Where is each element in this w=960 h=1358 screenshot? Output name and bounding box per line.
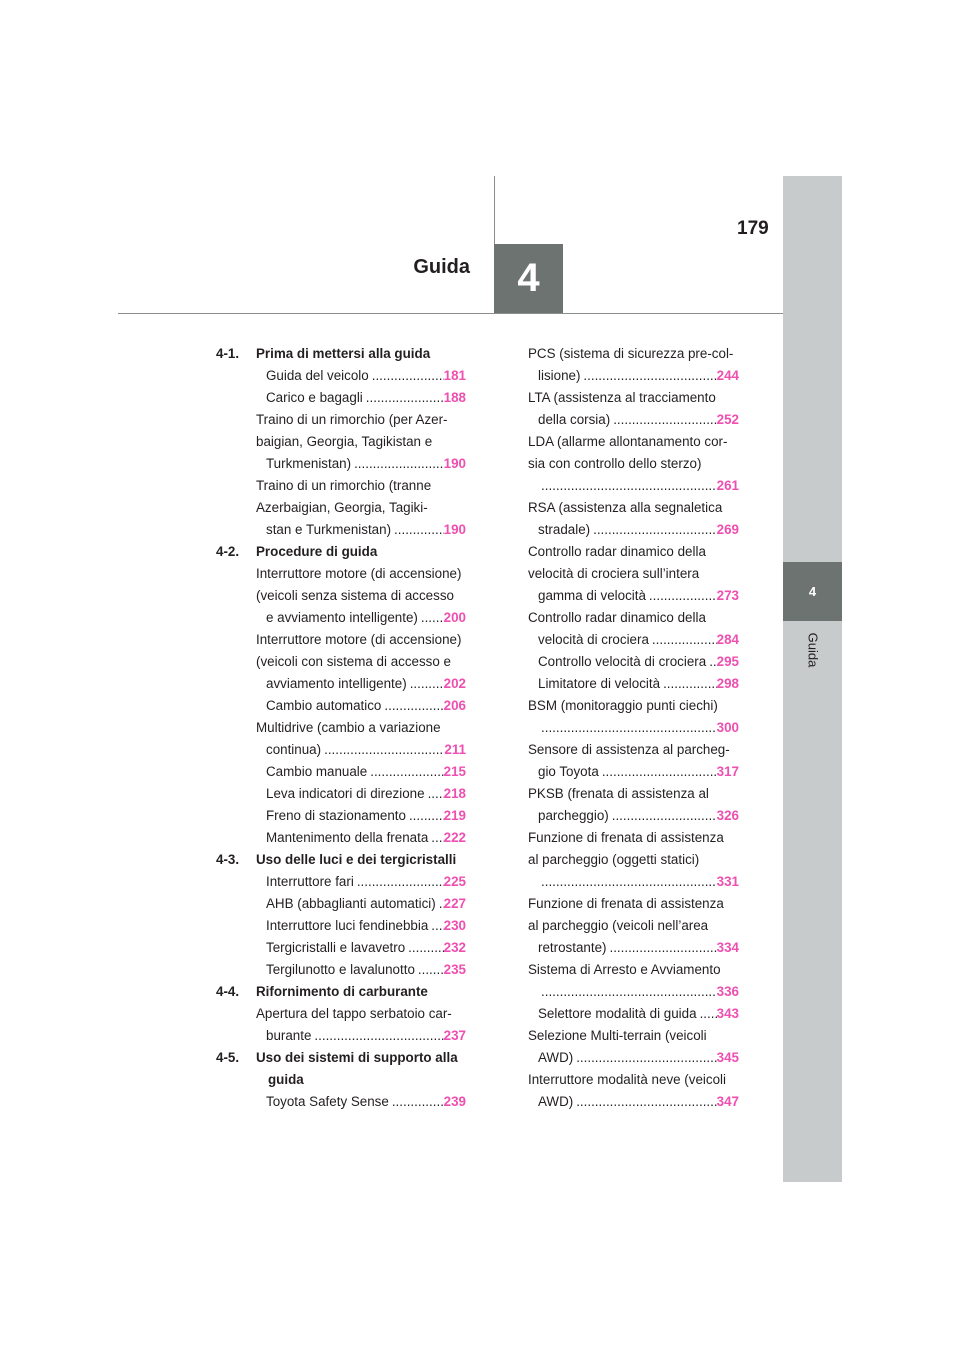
- toc-entry-title: gio Toyota: [538, 764, 599, 779]
- toc-dot-leader: [351, 453, 444, 475]
- toc-entry-last-line: [538, 717, 739, 739]
- toc-entry-last-line: [538, 673, 739, 695]
- toc-entry-last-line: [538, 981, 739, 1003]
- toc-page-link[interactable]: 326: [716, 808, 739, 823]
- toc-entry-last-line: [266, 453, 466, 475]
- toc-entry-last-line: [266, 805, 466, 827]
- toc-page-link[interactable]: 336: [716, 984, 739, 999]
- toc-entry[interactable]: [256, 783, 466, 805]
- toc-entry-title: Interruttore fari: [266, 874, 354, 889]
- toc-page-link[interactable]: 206: [443, 698, 466, 713]
- toc-entry-last-line: [266, 915, 466, 937]
- toc-entry-last-line: [266, 959, 466, 981]
- toc-page-link[interactable]: 343: [716, 1006, 739, 1021]
- toc-entry-line: baigian, Georgia, Tagikistan e: [256, 434, 433, 449]
- toc-entry-title: Cambio manuale: [266, 764, 368, 779]
- toc-section-number: 4-5.: [216, 1050, 240, 1065]
- toc-entry-last-line: [266, 761, 466, 783]
- toc-entry-last-line: [538, 365, 739, 387]
- toc-entry-title: retrostante): [538, 940, 607, 955]
- toc-dot-leader: [609, 805, 717, 827]
- toc-page-link[interactable]: 227: [443, 896, 466, 911]
- toc-entry-line: sia con controllo dello sterzo): [528, 456, 702, 471]
- toc-dot-leader: [406, 805, 444, 827]
- toc-page-link[interactable]: 298: [716, 676, 739, 691]
- toc-section-title: Procedure di guida: [256, 544, 378, 559]
- toc-entry-last-line: [266, 695, 466, 717]
- side-chapter-label: [783, 630, 842, 670]
- toc-dot-leader: [311, 1025, 443, 1047]
- toc-dot-leader: [538, 871, 717, 893]
- toc-entry[interactable]: [256, 409, 466, 475]
- toc-dot-leader: [381, 695, 443, 717]
- toc-entry-line: Funzione di frenata di assistenza: [528, 830, 724, 845]
- toc-entry[interactable]: [256, 1091, 466, 1113]
- toc-entry[interactable]: [256, 761, 466, 783]
- toc-entry-title: AWD): [538, 1094, 574, 1109]
- side-strip: [783, 176, 842, 1182]
- toc-right-column: [528, 343, 739, 1113]
- toc-entry-line: BSM (monitoraggio punti ciechi): [528, 698, 718, 713]
- toc-section-title: Uso dei sistemi di supporto alla guida: [256, 1050, 458, 1087]
- toc-page-link[interactable]: 300: [716, 720, 739, 735]
- toc-entry-line: al parcheggio (veicoli nell’area: [528, 918, 709, 933]
- toc-section-number: 4-2.: [216, 544, 240, 559]
- toc-entry-last-line: [266, 783, 466, 805]
- toc-entry-last-line: [538, 629, 739, 651]
- toc-entry-title: stradale): [538, 522, 591, 537]
- toc-entry[interactable]: [256, 563, 466, 629]
- toc-dot-leader: [405, 937, 443, 959]
- toc-page-link[interactable]: 225: [443, 874, 466, 889]
- toc-entry-title: e avviamento intelligente): [266, 610, 418, 625]
- toc-entry-line: Interruttore modalità neve (veicoli: [528, 1072, 726, 1087]
- toc-page-link[interactable]: 347: [716, 1094, 739, 1109]
- toc-entry-last-line: [538, 475, 739, 497]
- header-horizontal-rule: [118, 313, 783, 314]
- toc-dot-leader: [363, 387, 444, 409]
- toc-page-link[interactable]: 239: [443, 1094, 466, 1109]
- toc-entry-last-line: [266, 739, 466, 761]
- toc-entry-title: lisione): [538, 368, 581, 383]
- toc-page-link[interactable]: 200: [443, 610, 466, 625]
- toc-entry[interactable]: [256, 629, 466, 695]
- toc-entry-last-line: [266, 673, 466, 695]
- toc-dot-leader: [660, 673, 717, 695]
- toc-dot-leader: [606, 937, 716, 959]
- toc-page-link[interactable]: 190: [443, 522, 466, 537]
- toc-entry-title: gamma di velocità: [538, 588, 646, 603]
- toc-entry[interactable]: [528, 607, 739, 651]
- toc-entry-title: Interruttore luci fendinebbia: [266, 918, 429, 933]
- toc-dot-leader: [538, 475, 717, 497]
- chapter-title: Guida: [413, 256, 470, 278]
- side-chapter-tab: 4: [783, 562, 842, 621]
- toc-page-link[interactable]: 190: [443, 456, 466, 471]
- toc-page-link[interactable]: 261: [716, 478, 739, 493]
- toc-entry-line: (veicoli senza sistema di accesso: [256, 588, 454, 603]
- toc-page-link[interactable]: 334: [716, 940, 739, 955]
- toc-entry-last-line: [538, 651, 739, 673]
- toc-section-heading: [216, 541, 466, 563]
- toc-entry[interactable]: [528, 893, 739, 959]
- toc-entry-line: Interruttore motore (di accensione): [256, 566, 462, 581]
- toc-dot-leader: [610, 409, 716, 431]
- toc-entry-line: Controllo radar dinamico della: [528, 610, 706, 625]
- toc-section-title: Uso delle luci e dei tergicristalli: [256, 852, 457, 867]
- toc-entry-line: Apertura del tappo serbatoio car-: [256, 1006, 452, 1021]
- toc-entry-title: Tergilunotto e lavalunotto: [266, 962, 415, 977]
- toc-page-link[interactable]: 317: [716, 764, 739, 779]
- toc-entry-title: AWD): [538, 1050, 574, 1065]
- toc-entry-title: parcheggio): [538, 808, 609, 823]
- toc-entry-title: velocità di crociera: [538, 632, 649, 647]
- toc-page-link[interactable]: 218: [443, 786, 466, 801]
- toc-dot-leader: [407, 673, 444, 695]
- toc-entry[interactable]: [256, 1003, 466, 1047]
- toc-page-link[interactable]: 273: [716, 588, 739, 603]
- toc-entry-line: Interruttore motore (di accensione): [256, 632, 462, 647]
- toc-page-link[interactable]: 252: [716, 412, 739, 427]
- toc-entry-title: Toyota Safety Sense: [266, 1094, 389, 1109]
- toc-entry[interactable]: [528, 1025, 739, 1069]
- toc-entry-last-line: [538, 761, 739, 783]
- chapter-number-box: 4: [494, 244, 563, 313]
- toc-entry-last-line: [266, 893, 466, 915]
- toc-page-link[interactable]: 181: [443, 368, 466, 383]
- toc-dot-leader: [425, 783, 444, 805]
- toc-page-link[interactable]: 237: [443, 1028, 466, 1043]
- toc-section-number: 4-4.: [216, 984, 240, 999]
- toc-dot-leader: [354, 871, 444, 893]
- toc-entry-line: velocità di crociera sull’intera: [528, 566, 700, 581]
- toc-page-link[interactable]: 331: [716, 874, 739, 889]
- toc-entry[interactable]: [528, 387, 739, 431]
- toc-entry[interactable]: [528, 783, 739, 827]
- toc-entry[interactable]: [256, 893, 466, 915]
- toc-entry-last-line: [538, 805, 739, 827]
- toc-entry[interactable]: [528, 695, 739, 739]
- toc-dot-leader: [590, 519, 717, 541]
- toc-entry-line: RSA (assistenza alla segnaletica: [528, 500, 723, 515]
- toc-entry-title: burante: [266, 1028, 312, 1043]
- toc-entry[interactable]: [528, 959, 739, 1003]
- toc-dot-leader: [599, 761, 717, 783]
- toc-entry-last-line: [266, 937, 466, 959]
- toc-dot-leader: [369, 365, 444, 387]
- toc-entry-last-line: [538, 871, 739, 893]
- toc-dot-leader: [391, 519, 444, 541]
- toc-entry[interactable]: [256, 695, 466, 717]
- toc-entry-line: PCS (sistema di sicurezza pre-col-: [528, 346, 734, 361]
- toc-entry-last-line: [538, 519, 739, 541]
- toc-entry-last-line: [538, 1091, 739, 1113]
- toc-entry-last-line: [538, 1003, 739, 1025]
- toc-entry-line: LTA (assistenza al tracciamento: [528, 390, 716, 405]
- toc-section-heading: [216, 1047, 466, 1091]
- toc-entry[interactable]: [528, 1003, 739, 1025]
- toc-page-link[interactable]: 235: [443, 962, 466, 977]
- toc-entry[interactable]: [256, 387, 466, 409]
- toc-entry-line: Azerbaigian, Georgia, Tagiki-: [256, 500, 428, 515]
- toc-dot-leader: [428, 827, 443, 849]
- toc-entry[interactable]: [256, 915, 466, 937]
- toc-entry[interactable]: [528, 541, 739, 607]
- toc-page-link[interactable]: 269: [716, 522, 739, 537]
- toc-entry-line: Controllo radar dinamico della: [528, 544, 706, 559]
- toc-entry-title: Cambio automatico: [266, 698, 382, 713]
- toc-entry-last-line: [538, 409, 739, 431]
- toc-entry-title: Leva indicatori di direzione: [266, 786, 425, 801]
- toc-page-link[interactable]: 345: [716, 1050, 739, 1065]
- toc-dot-leader: [367, 761, 443, 783]
- toc-entry[interactable]: [256, 717, 466, 761]
- toc-entry-title: avviamento intelligente): [266, 676, 407, 691]
- toc-dot-leader: [415, 959, 444, 981]
- toc-entry-line: Traino di un rimorchio (per Azer-: [256, 412, 448, 427]
- toc-page-link[interactable]: 230: [443, 918, 466, 933]
- toc-section-title: Prima di mettersi alla guida: [256, 346, 431, 361]
- toc-entry[interactable]: [528, 497, 739, 541]
- toc-entry[interactable]: [256, 805, 466, 827]
- toc-dot-leader: [697, 1003, 717, 1025]
- toc-entry[interactable]: [256, 827, 466, 849]
- toc-dot-leader: [389, 1091, 444, 1113]
- toc-entry[interactable]: [256, 937, 466, 959]
- toc-entry-line: LDA (allarme allontanamento cor-: [528, 434, 728, 449]
- toc-entry-last-line: [266, 1025, 466, 1047]
- toc-dot-leader: [573, 1047, 716, 1069]
- toc-page-link[interactable]: 284: [716, 632, 739, 647]
- toc-entry-line: PKSB (frenata di assistenza al: [528, 786, 709, 801]
- toc-entry[interactable]: [528, 651, 739, 673]
- toc-entry-title: Tergicristalli e lavavetro: [266, 940, 406, 955]
- toc-dot-leader: [321, 739, 444, 761]
- toc-entry-last-line: [266, 387, 466, 409]
- toc-page-link[interactable]: 188: [443, 390, 466, 405]
- side-chapter-label-text: Guida: [805, 632, 820, 668]
- toc-entry-line: (veicoli con sistema di accesso e: [256, 654, 451, 669]
- toc-entry-line: Sensore di assistenza al parcheg-: [528, 742, 730, 757]
- toc-dot-leader: [538, 981, 717, 1003]
- toc-dot-leader: [649, 629, 717, 651]
- toc-entry-last-line: [266, 871, 466, 893]
- toc-section-number: 4-3.: [216, 852, 240, 867]
- toc-entry-title: continua): [266, 742, 322, 757]
- toc-entry-last-line: [538, 585, 739, 607]
- toc-entry-title: Controllo velocità di crociera: [538, 654, 707, 669]
- toc-dot-leader: [418, 607, 444, 629]
- toc-entry-line: al parcheggio (oggetti statici): [528, 852, 700, 867]
- toc-page-link[interactable]: 244: [716, 368, 739, 383]
- toc-dot-leader: [538, 717, 717, 739]
- toc-entry-title: stan e Turkmenistan): [266, 522, 392, 537]
- toc-entry[interactable]: [528, 1069, 739, 1113]
- toc-section-title: Rifornimento di carburante: [256, 984, 428, 999]
- toc-dot-leader: [428, 915, 443, 937]
- toc-entry[interactable]: [256, 871, 466, 893]
- toc-dot-leader: [706, 651, 716, 673]
- toc-entry-last-line: [266, 519, 466, 541]
- toc-page-link[interactable]: 295: [716, 654, 739, 669]
- toc-dot-leader: [580, 365, 716, 387]
- toc-left-column: [216, 343, 466, 1113]
- toc-entry[interactable]: [528, 673, 739, 695]
- toc-page-link[interactable]: 219: [443, 808, 466, 823]
- toc-entry-title: Limitatore di velocità: [538, 676, 661, 691]
- toc-section-heading: [216, 849, 466, 871]
- page-number: 179: [737, 218, 769, 239]
- toc-entry[interactable]: [256, 959, 466, 981]
- toc-entry[interactable]: [528, 431, 739, 497]
- toc-entry-title: AHB (abbaglianti automatici): [266, 896, 436, 911]
- toc-entry-title: Freno di stazionamento: [266, 808, 406, 823]
- toc-entry-line: Traino di un rimorchio (tranne: [256, 478, 432, 493]
- toc-page-link[interactable]: 222: [443, 830, 466, 845]
- toc-entry-title: Turkmenistan): [266, 456, 352, 471]
- toc-page-link[interactable]: 202: [443, 676, 466, 691]
- toc-dot-leader: [646, 585, 717, 607]
- toc-entry-last-line: [538, 1047, 739, 1069]
- toc-entry-last-line: [266, 607, 466, 629]
- toc-entry-title: Selettore modalità di guida: [538, 1006, 697, 1021]
- toc-entry[interactable]: [256, 365, 466, 387]
- toc-section-number: 4-1.: [216, 346, 240, 361]
- toc-entry-title: Carico e bagagli: [266, 390, 363, 405]
- toc-page-link[interactable]: 211: [444, 742, 466, 757]
- toc-entry-title: della corsia): [538, 412, 611, 427]
- toc-entry[interactable]: [256, 475, 466, 541]
- toc-page-link[interactable]: 232: [443, 940, 466, 955]
- toc-dot-leader: [573, 1091, 716, 1113]
- toc-entry-title: Mantenimento della frenata: [266, 830, 429, 845]
- toc-entry-line: Multidrive (cambio a variazione: [256, 720, 441, 735]
- toc-section-heading: [216, 981, 466, 1003]
- toc-entry-last-line: [538, 937, 739, 959]
- toc-entry-last-line: [266, 827, 466, 849]
- toc-entry-last-line: [266, 365, 466, 387]
- toc-entry-last-line: [266, 1091, 466, 1113]
- toc-page-link[interactable]: 215: [443, 764, 466, 779]
- toc-section-heading: [216, 343, 466, 365]
- toc-entry-title: Guida del veicolo: [266, 368, 369, 383]
- toc-entry[interactable]: [528, 827, 739, 893]
- toc-entry-line: Sistema di Arresto e Avviamento: [528, 962, 721, 977]
- toc-entry[interactable]: [528, 343, 739, 387]
- toc-entry[interactable]: [528, 739, 739, 783]
- toc-entry-line: Selezione Multi-terrain (veicoli: [528, 1028, 707, 1043]
- toc-entry-line: Funzione di frenata di assistenza: [528, 896, 724, 911]
- toc-dot-leader: [436, 893, 444, 915]
